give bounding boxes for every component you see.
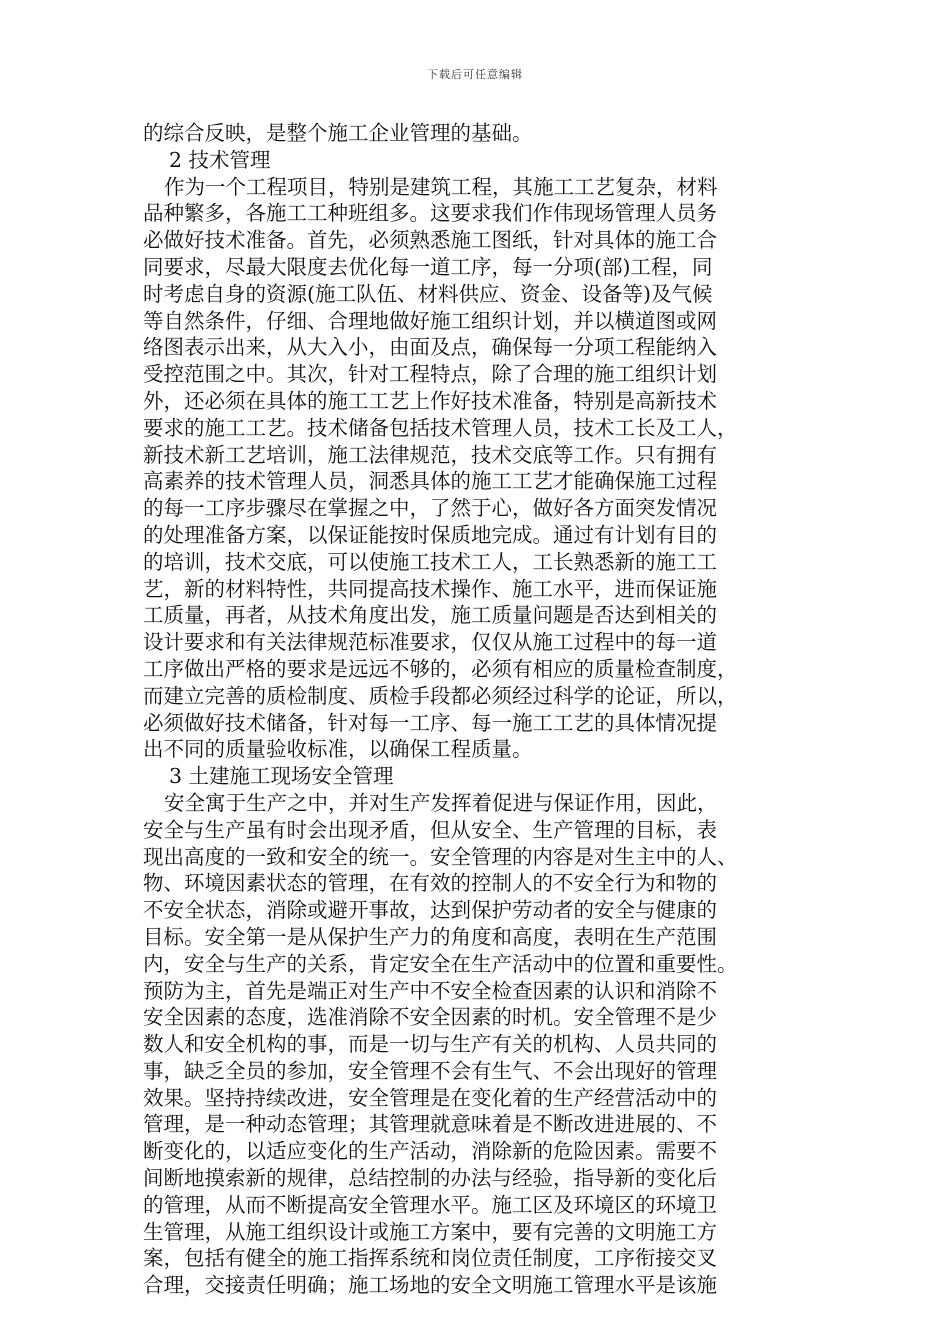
body-line: 艺，新的材料特性，共同提高技术操作、施工水平，进而保证施 xyxy=(143,576,717,601)
body-line: 管理，是一种动态管理；其管理就意味着是不断改进进展的、不 xyxy=(143,1112,717,1137)
body-line: 同要求，尽最大限度去优化每一道工序，每一分项(部)工程，同 xyxy=(143,254,713,279)
section-heading-safety-management: 3 土建施工现场安全管理 xyxy=(169,764,394,789)
body-line: 工质量，再者，从技术角度出发，施工质量问题是否达到相关的 xyxy=(143,603,717,628)
body-line: 安全与生产虽有时会出现矛盾，但从安全、生产管理的目标，表 xyxy=(143,817,717,842)
body-line: 受控范围之中。其次，针对工程特点，除了合理的施工组织计划 xyxy=(143,362,717,387)
body-line: 的培训，技术交底，可以使施工技术工人，工长熟悉新的施工工 xyxy=(143,549,717,574)
document-body xyxy=(143,120,807,1299)
body-line: 而建立完善的质检制度、质检手段都必须经过科学的论证，所以， xyxy=(143,683,738,708)
body-line: 必须做好技术储备，针对每一工序、每一施工工艺的具体情况提 xyxy=(143,710,717,735)
body-line: 必做好技术准备。首先，必须熟悉施工图纸，针对具体的施工合 xyxy=(143,228,717,253)
body-line: 的处理准备方案，以保证能按时保质地完成。通过有计划有目的 xyxy=(143,522,717,547)
body-line: 预防为主，首先是端正对生产中不安全检查因素的认识和消除不 xyxy=(143,978,717,1003)
body-line: 等自然条件，仔细、合理地做好施工组织计划，并以横道图或网 xyxy=(143,308,717,333)
body-line: 不安全状态，消除或避开事故，达到保护劳动者的安全与健康的 xyxy=(143,898,717,923)
body-line: 要求的施工工艺。技术储备包括技术管理人员，技术工长及工人， xyxy=(143,415,738,440)
body-line: 断变化的，以适应变化的生产活动，消除新的危险因素。需要不 xyxy=(143,1139,717,1164)
body-line: 合理，交接责任明确；施工场地的安全文明施工管理水平是该施 xyxy=(143,1273,717,1298)
body-line: 物、环境因素状态的管理，在有效的控制人的不安全行为和物的 xyxy=(143,871,717,896)
body-line: 络图表示出来，从大入小，由面及点，确保每一分项工程能纳入 xyxy=(143,335,717,360)
section-heading-technical-management: 2 技术管理 xyxy=(169,147,271,172)
body-line: 出不同的质量验收标准，以确保工程质量。 xyxy=(143,737,533,762)
page-header: 下载后可任意编辑 xyxy=(427,68,523,81)
body-line: 时考虑自身的资源(施工队伍、材料供应、资金、设备等)及气候 xyxy=(143,281,713,306)
body-line: 高素养的技术管理人员，洞悉具体的施工工艺才能确保施工过程 xyxy=(143,469,717,494)
body-line: 效果。坚持持续改进，安全管理是在变化着的生产经营活动中的 xyxy=(143,1085,717,1110)
body-line: 的管理，从而不断提高安全管理水平。施工区及环境区的环境卫 xyxy=(143,1192,717,1217)
paragraph-first-line: 作为一个工程项目，特别是建筑工程，其施工工艺复杂，材料 xyxy=(164,174,718,199)
body-line: 数人和安全机构的事，而是一切与生产有关的机构、人员共同的 xyxy=(143,1032,717,1057)
paragraph-first-line: 安全寓于生产之中，并对生产发挥着促进与保证作用，因此， xyxy=(164,790,718,815)
body-line: 生管理，从施工组织设计或施工方案中，要有完善的文明施工方 xyxy=(143,1219,717,1244)
body-line: 新技术新工艺培训，施工法律规范，技术交底等工作。只有拥有 xyxy=(143,442,717,467)
body-line: 的每一工序步骤尽在掌握之中，了然于心，做好各方面突发情况 xyxy=(143,496,717,521)
body-line: 间断地摸索新的规律，总结控制的办法与经验，指导新的变化后 xyxy=(143,1166,717,1191)
body-line: 的综合反映，是整个施工企业管理的基础。 xyxy=(143,121,533,145)
body-line: 内，安全与生产的关系，肯定安全在生产活动中的位置和重要性。 xyxy=(143,951,738,976)
body-line: 工序做出严格的要求是远远不够的，必须有相应的质量检查制度， xyxy=(143,656,738,681)
body-line: 安全因素的态度，选准消除不安全因素的时机。安全管理不是少 xyxy=(143,1005,717,1030)
body-line: 案，包括有健全的施工指挥系统和岗位责任制度，工序衔接交叉 xyxy=(143,1246,717,1271)
body-line: 外，还必须在具体的施工工艺上作好技术准备，特别是高新技术 xyxy=(143,388,717,413)
body-line: 现出高度的一致和安全的统一。安全管理的内容是对生主中的人、 xyxy=(143,844,738,869)
body-line: 品种繁多，各施工工种班组多。这要求我们作伟现场管理人员务 xyxy=(143,201,717,226)
body-line: 目标。安全第一是从保护生产力的角度和高度，表明在生产范围 xyxy=(143,924,717,949)
body-line: 设计要求和有关法律规范标准要求，仅仅从施工过程中的每一道 xyxy=(143,630,717,655)
body-line: 事，缺乏全员的参加，安全管理不会有生气、不会出现好的管理 xyxy=(143,1058,717,1083)
